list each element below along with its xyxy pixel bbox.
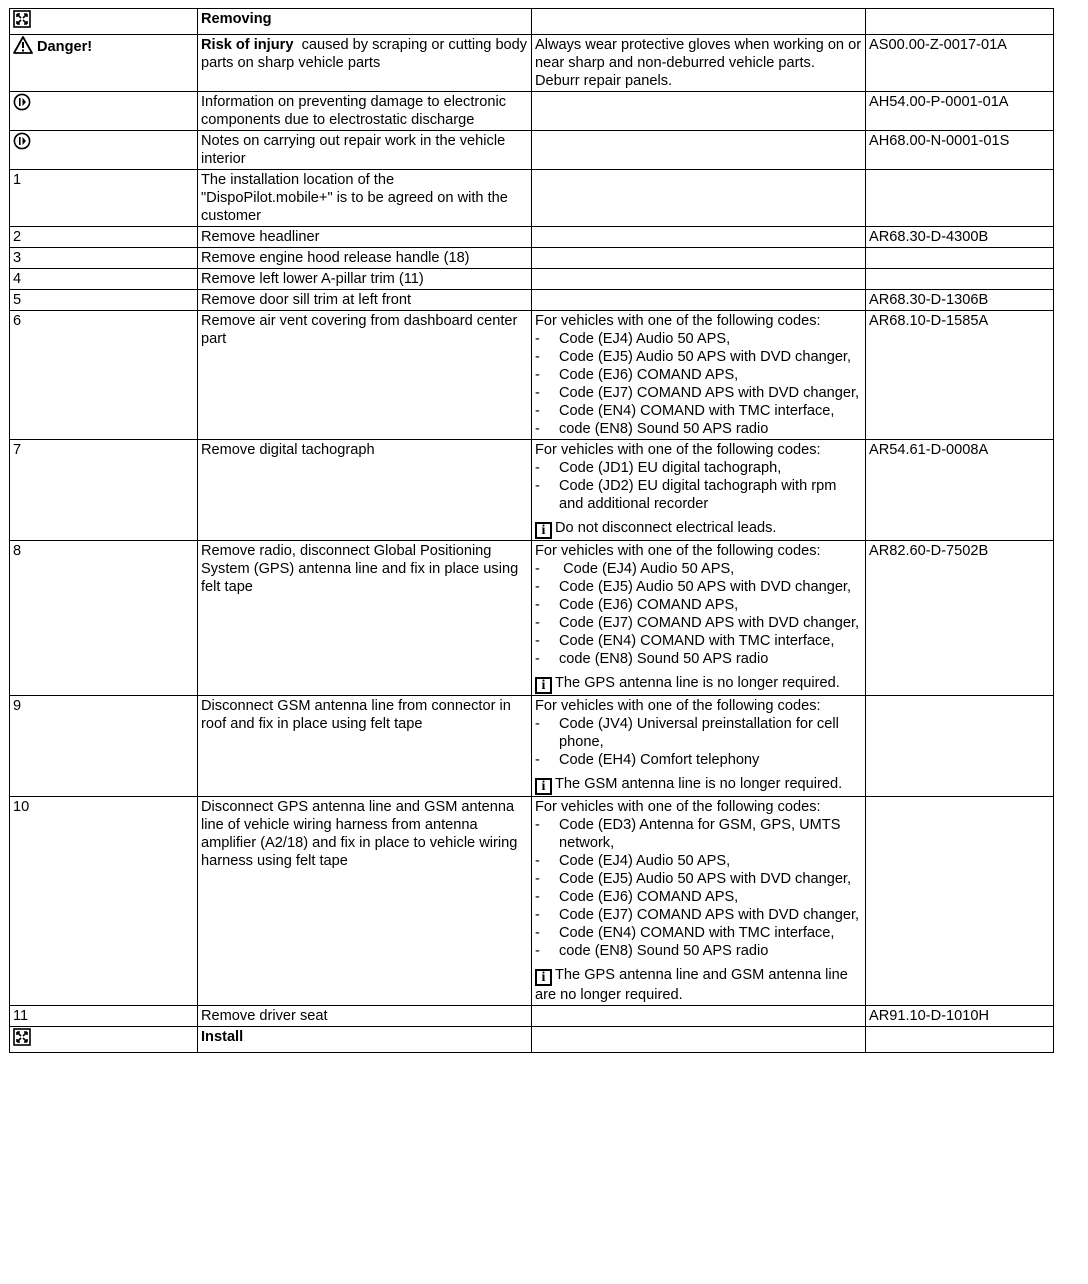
reference-cell xyxy=(866,269,1054,290)
info-box-icon: i xyxy=(535,969,552,986)
reference-code: AR91.10-D-1010H xyxy=(869,1008,990,1024)
reference-cell xyxy=(866,541,1054,696)
code-text: Code (EJ7) COMAND APS with DVD changer, xyxy=(559,615,860,631)
code-list-item xyxy=(535,330,862,348)
condition-cell xyxy=(532,227,866,248)
step-row xyxy=(10,311,1054,440)
bullet-dash: - xyxy=(535,460,540,476)
code-text: Code (EJ5) Audio 50 APS with DVD changer, xyxy=(559,871,852,887)
code-list-item xyxy=(535,632,862,650)
expand-arrows-icon xyxy=(13,10,31,33)
step-number: 9 xyxy=(13,698,22,714)
step-text-cell xyxy=(198,696,532,797)
note-text: The GSM antenna line is no longer required. xyxy=(555,776,843,792)
step-text: Disconnect GSM antenna line from connector in roof and fix in place using felt tape xyxy=(201,698,511,732)
label-cell xyxy=(198,1027,532,1053)
condition-cell xyxy=(532,440,866,541)
step-text: Remove digital tachograph xyxy=(201,442,375,458)
step-number-cell xyxy=(10,1006,198,1027)
code-list-item xyxy=(535,348,862,366)
step-row xyxy=(10,269,1054,290)
step-text-cell xyxy=(198,290,532,311)
step-text-cell xyxy=(198,269,532,290)
note-text: Do not disconnect electrical leads. xyxy=(555,520,777,536)
bullet-dash: - xyxy=(535,817,540,833)
reference-code: AR68.10-D-1585A xyxy=(869,313,989,329)
code-text: Code (EJ4) Audio 50 APS, xyxy=(559,331,731,347)
note xyxy=(535,674,862,694)
code-text: code (EN8) Sound 50 APS radio xyxy=(559,421,769,437)
condition-lead: For vehicles with one of the following codes: xyxy=(535,799,821,815)
note xyxy=(535,519,862,539)
code-list-item xyxy=(535,578,862,596)
empty-cell xyxy=(532,92,866,131)
step-text-cell xyxy=(198,311,532,440)
step-text-cell xyxy=(198,170,532,227)
bullet-dash: - xyxy=(535,349,540,365)
bullet-dash: - xyxy=(535,943,540,959)
step-text-cell xyxy=(198,227,532,248)
risk-description: caused by scraping or cutting body parts on sharp vehicle parts xyxy=(201,37,528,71)
info-circle-icon xyxy=(13,132,31,155)
bullet-dash: - xyxy=(535,421,540,437)
code-text: Code (EJ7) COMAND APS with DVD changer, xyxy=(559,907,860,923)
code-list-item xyxy=(535,870,862,888)
repair-procedure-table xyxy=(9,8,1054,1053)
step-text: Remove headliner xyxy=(201,229,320,245)
icon-cell xyxy=(10,1027,198,1053)
warning-triangle-icon xyxy=(13,36,33,59)
condition-cell xyxy=(532,541,866,696)
condition-lead: For vehicles with one of the following codes: xyxy=(535,698,821,714)
code-text: Code (JV4) Universal preinstallation for cell phone, xyxy=(559,716,839,750)
code-text: Code (EH4) Comfort telephony xyxy=(559,752,760,768)
bullet-dash: - xyxy=(535,597,540,613)
code-text: Code (EN4) COMAND with TMC interface, xyxy=(559,925,835,941)
empty-cell xyxy=(866,9,1054,35)
step-text-cell xyxy=(198,1006,532,1027)
info-box-icon: i xyxy=(535,522,552,539)
code-list-item xyxy=(535,924,862,942)
table-row xyxy=(10,9,1054,35)
reference-cell xyxy=(866,1006,1054,1027)
bullet-dash: - xyxy=(535,385,540,401)
step-number-cell xyxy=(10,696,198,797)
condition-cell xyxy=(532,797,866,1006)
code-list-item xyxy=(535,477,862,513)
info-circle-icon xyxy=(13,93,31,116)
step-number: 5 xyxy=(13,292,22,308)
empty-cell xyxy=(532,9,866,35)
empty-cell xyxy=(866,1027,1054,1053)
step-row xyxy=(10,1006,1054,1027)
note xyxy=(535,775,862,795)
reference-cell xyxy=(866,170,1054,227)
code-list-item xyxy=(535,888,862,906)
icon-cell xyxy=(10,131,198,170)
note-text: The GPS antenna line and GSM antenna line are no longer required. xyxy=(535,967,848,1003)
code-list-item xyxy=(535,650,862,668)
step-row xyxy=(10,290,1054,311)
expand-arrows-icon xyxy=(13,1028,31,1051)
reference-cell xyxy=(866,35,1054,92)
step-text-cell xyxy=(198,797,532,1006)
condition-cell xyxy=(532,170,866,227)
step-number-cell xyxy=(10,227,198,248)
code-text: code (EN8) Sound 50 APS radio xyxy=(559,943,769,959)
step-number-cell xyxy=(10,170,198,227)
step-text-cell xyxy=(198,248,532,269)
reference-cell xyxy=(866,797,1054,1006)
reference-code: AR54.61-D-0008A xyxy=(869,442,989,458)
step-number-cell xyxy=(10,440,198,541)
reference-cell xyxy=(866,696,1054,797)
step-text-cell xyxy=(198,440,532,541)
step-number-cell xyxy=(10,311,198,440)
condition-lead: For vehicles with one of the following codes: xyxy=(535,543,821,559)
code-text: Code (EJ7) COMAND APS with DVD changer, xyxy=(559,385,860,401)
reference-cell xyxy=(866,311,1054,440)
info-box-icon: i xyxy=(535,778,552,795)
step-text: Disconnect GPS antenna line and GSM antenna line of vehicle wiring harness from antenna amplifier (A2/18) and fix in place to vehicle wiring harness using felt tape xyxy=(201,799,518,869)
empty-cell xyxy=(532,1027,866,1053)
condition-cell xyxy=(532,696,866,797)
text-cell xyxy=(198,92,532,131)
reference-code: AR68.30-D-4300B xyxy=(869,229,989,245)
step-row xyxy=(10,440,1054,541)
measure-cell xyxy=(532,35,866,92)
bullet-dash: - xyxy=(535,871,540,887)
code-text: Code (EJ6) COMAND APS, xyxy=(559,367,739,383)
note xyxy=(535,966,862,1004)
step-row xyxy=(10,227,1054,248)
code-text: Code (EJ5) Audio 50 APS with DVD changer, xyxy=(559,349,852,365)
step-number: 4 xyxy=(13,271,22,287)
step-text: The installation location of the "DispoPilot.mobile+" is to be agreed on with the customer xyxy=(201,172,508,224)
step-number-cell xyxy=(10,541,198,696)
note-text: The GPS antenna line is no longer required. xyxy=(555,675,840,691)
step-number-cell xyxy=(10,290,198,311)
step-text-cell xyxy=(198,541,532,696)
step-number: 6 xyxy=(13,313,22,329)
step-number-cell xyxy=(10,797,198,1006)
info-text: Notes on carrying out repair work in the vehicle interior xyxy=(201,133,506,167)
code-list-item xyxy=(535,852,862,870)
condition-cell xyxy=(532,311,866,440)
code-text: Code (EJ4) Audio 50 APS, xyxy=(559,561,735,577)
code-list-item xyxy=(535,384,862,402)
step-text: Remove driver seat xyxy=(201,1008,328,1024)
condition-cell xyxy=(532,248,866,269)
section-heading-install: Install xyxy=(201,1029,244,1045)
code-list-item xyxy=(535,560,862,578)
step-row xyxy=(10,696,1054,797)
step-text: Remove radio, disconnect Global Positioning System (GPS) antenna line and fix in place using felt tape xyxy=(201,543,519,595)
step-number: 2 xyxy=(13,229,22,245)
text-cell xyxy=(198,131,532,170)
step-number-cell xyxy=(10,248,198,269)
info-row xyxy=(10,131,1054,170)
code-text: Code (ED3) Antenna for GSM, GPS, UMTS network, xyxy=(559,817,841,851)
reference-cell xyxy=(866,227,1054,248)
bullet-dash: - xyxy=(535,615,540,631)
condition-cell xyxy=(532,1006,866,1027)
bullet-dash: - xyxy=(535,925,540,941)
step-number-cell xyxy=(10,269,198,290)
step-number: 1 xyxy=(13,172,22,188)
step-text: Remove air vent covering from dashboard center part xyxy=(201,313,518,347)
info-row xyxy=(10,92,1054,131)
condition-cell xyxy=(532,290,866,311)
code-text: Code (EJ5) Audio 50 APS with DVD changer, xyxy=(559,579,852,595)
step-number: 8 xyxy=(13,543,22,559)
reference-code: AH54.00-P-0001-01A xyxy=(869,94,1009,110)
bullet-dash: - xyxy=(535,752,540,768)
protective-measure: Deburr repair panels. xyxy=(535,73,673,89)
code-text: Code (EJ4) Audio 50 APS, xyxy=(559,853,731,869)
info-box-icon: i xyxy=(535,677,552,694)
step-row xyxy=(10,170,1054,227)
reference-code: AH68.00-N-0001-01S xyxy=(869,133,1010,149)
protective-measure: Always wear protective gloves when working on or near sharp and non-deburred vehicle parts. xyxy=(535,37,862,71)
bullet-dash: - xyxy=(535,716,540,732)
reference-code: AS00.00-Z-0017-01A xyxy=(869,37,1007,53)
code-list-item xyxy=(535,596,862,614)
step-number: 10 xyxy=(13,799,30,815)
bullet-dash: - xyxy=(535,561,540,577)
section-heading-removing: Removing xyxy=(201,11,272,27)
bullet-dash: - xyxy=(535,331,540,347)
code-text: code (EN8) Sound 50 APS radio xyxy=(559,651,769,667)
code-text: Code (EN4) COMAND with TMC interface, xyxy=(559,633,835,649)
step-row xyxy=(10,541,1054,696)
step-number: 7 xyxy=(13,442,22,458)
label-cell xyxy=(198,9,532,35)
condition-cell xyxy=(532,269,866,290)
code-list-item xyxy=(535,366,862,384)
bullet-dash: - xyxy=(535,403,540,419)
bullet-dash: - xyxy=(535,853,540,869)
bullet-dash: - xyxy=(535,907,540,923)
condition-lead: For vehicles with one of the following codes: xyxy=(535,313,821,329)
step-text: Remove door sill trim at left front xyxy=(201,292,412,308)
bullet-dash: - xyxy=(535,478,540,494)
reference-cell xyxy=(866,248,1054,269)
bullet-dash: - xyxy=(535,633,540,649)
danger-label: Danger! xyxy=(37,39,93,55)
code-text: Code (JD2) EU digital tachograph with rpm and additional recorder xyxy=(559,478,837,512)
condition-lead: For vehicles with one of the following codes: xyxy=(535,442,821,458)
table-row xyxy=(10,1027,1054,1053)
icon-cell xyxy=(10,92,198,131)
bullet-dash: - xyxy=(535,579,540,595)
step-text: Remove engine hood release handle (18) xyxy=(201,250,470,266)
reference-cell xyxy=(866,290,1054,311)
code-list-item xyxy=(535,942,862,960)
code-text: Code (JD1) EU digital tachograph, xyxy=(559,460,782,476)
step-row xyxy=(10,248,1054,269)
code-text: Code (EJ6) COMAND APS, xyxy=(559,597,739,613)
code-text: Code (EJ6) COMAND APS, xyxy=(559,889,739,905)
danger-label-cell xyxy=(10,35,198,92)
bullet-dash: - xyxy=(535,651,540,667)
code-list-item xyxy=(535,906,862,924)
code-text: Code (EN4) COMAND with TMC interface, xyxy=(559,403,835,419)
reference-code: AR68.30-D-1306B xyxy=(869,292,989,308)
step-number: 3 xyxy=(13,250,22,266)
reference-cell xyxy=(866,131,1054,170)
table-body xyxy=(10,9,1054,1053)
code-list-item xyxy=(535,816,862,852)
step-row xyxy=(10,797,1054,1006)
code-list-item xyxy=(535,402,862,420)
reference-code: AR82.60-D-7502B xyxy=(869,543,989,559)
code-list-item xyxy=(535,420,862,438)
risk-title: Risk of injury xyxy=(201,37,294,53)
bullet-dash: - xyxy=(535,367,540,383)
step-number: 11 xyxy=(13,1008,29,1024)
code-list-item xyxy=(535,614,862,632)
code-list-item xyxy=(535,715,862,751)
step-text: Remove left lower A-pillar trim (11) xyxy=(201,271,424,287)
icon-cell xyxy=(10,9,198,35)
empty-cell xyxy=(532,131,866,170)
info-text: Information on preventing damage to electronic components due to electrostatic discharge xyxy=(201,94,507,128)
reference-cell xyxy=(866,92,1054,131)
reference-cell xyxy=(866,440,1054,541)
code-list-item xyxy=(535,751,862,769)
risk-cell xyxy=(198,35,532,92)
bullet-dash: - xyxy=(535,889,540,905)
danger-row xyxy=(10,35,1054,92)
code-list-item xyxy=(535,459,862,477)
